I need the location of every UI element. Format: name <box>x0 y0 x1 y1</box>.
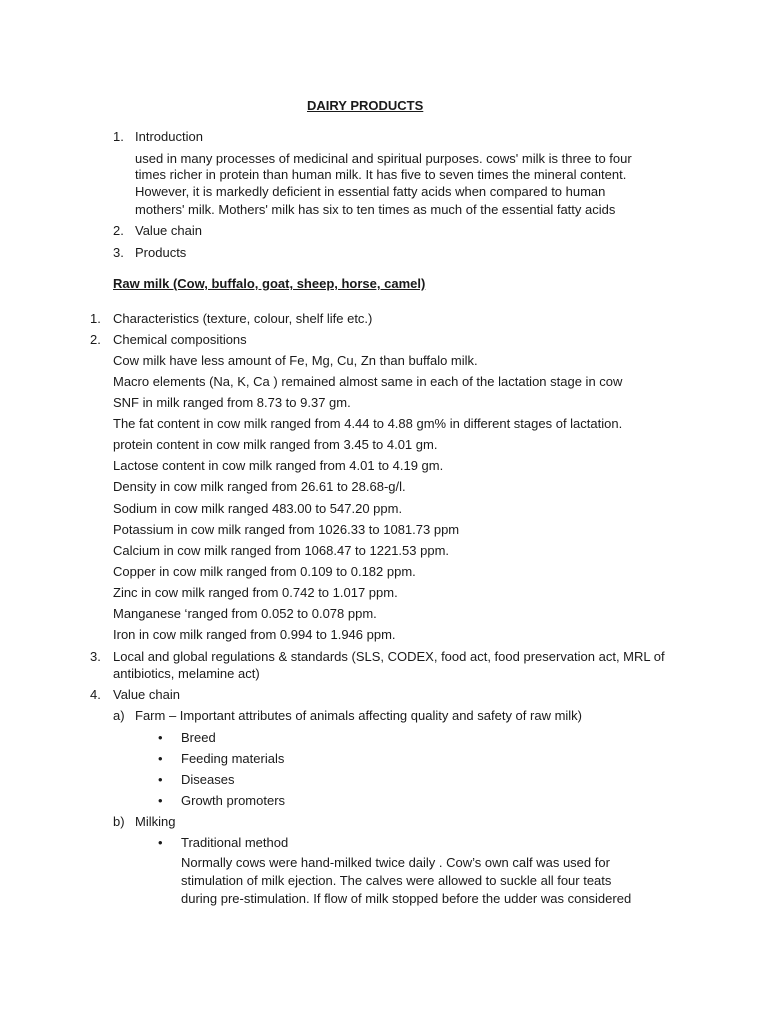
list-number: 1. <box>113 129 124 144</box>
bullet: • <box>158 730 163 745</box>
bullet-feeding-materials: Feeding materials <box>181 751 285 766</box>
intro-paragraph-line: times richer in protein than human milk. It has five to seven times the mineral content. <box>135 167 627 182</box>
document-title: DAIRY PRODUCTS <box>307 98 424 113</box>
sub-item-milking: Milking <box>135 814 176 829</box>
list-item-characteristics: Characteristics (texture, colour, shelf life etc.) <box>113 311 373 326</box>
list-number: 1. <box>90 311 101 326</box>
composition-line: Macro elements (Na, K, Ca ) remained almost same in each of the lactation stage in cow <box>113 374 623 389</box>
list-item-regulations-cont: antibiotics, melamine act) <box>113 666 260 681</box>
bullet: • <box>158 793 163 808</box>
composition-line: Density in cow milk ranged from 26.61 to 28.68-g/l. <box>113 479 406 494</box>
bullet-traditional-method: Traditional method <box>181 835 289 850</box>
list-number: 4. <box>90 687 101 702</box>
sub-list-letter: b) <box>113 814 125 829</box>
bullet: • <box>158 835 163 850</box>
traditional-text-line: during pre-stimulation. If flow of milk stopped before the udder was considered <box>181 891 632 906</box>
bullet-breed: Breed <box>181 730 216 745</box>
list-item-regulations: Local and global regulations & standards (SLS, CODEX, food act, food preservation act, MRL of <box>113 649 665 664</box>
composition-line: Zinc in cow milk ranged from 0.742 to 1.017 ppm. <box>113 585 398 600</box>
composition-line: Copper in cow milk ranged from 0.109 to 0.182 ppm. <box>113 564 416 579</box>
composition-line: Calcium in cow milk ranged from 1068.47 to 1221.53 ppm. <box>113 543 450 558</box>
traditional-text-line: stimulation of milk ejection. The calves were allowed to suckle all four teats <box>181 873 612 888</box>
bullet: • <box>158 772 163 787</box>
composition-line: Potassium in cow milk ranged from 1026.33 to 1081.73 ppm <box>113 522 460 537</box>
composition-line: The fat content in cow milk ranged from 4.44 to 4.88 gm% in different stages of lactation. <box>113 416 623 431</box>
intro-paragraph-line: mothers' milk. Mothers' milk has six to ten times as much of the essential fatty acids <box>135 202 616 217</box>
composition-line: Lactose content in cow milk ranged from 4.01 to 4.19 gm. <box>113 458 444 473</box>
composition-line: Iron in cow milk ranged from 0.994 to 1.946 ppm. <box>113 627 396 642</box>
list-item-value-chain: Value chain <box>135 223 202 238</box>
composition-line: Cow milk have less amount of Fe, Mg, Cu, Zn than buffalo milk. <box>113 353 478 368</box>
bullet-growth-promoters: Growth promoters <box>181 793 286 808</box>
composition-line: SNF in milk ranged from 8.73 to 9.37 gm. <box>113 395 351 410</box>
intro-paragraph-line: used in many processes of medicinal and spiritual purposes. cows' milk is three to four <box>135 151 632 166</box>
traditional-text-line: Normally cows were hand-milked twice daily . Cow’s own calf was used for <box>181 855 610 870</box>
list-number: 3. <box>113 245 124 260</box>
composition-line: Manganese ‘ranged from 0.052 to 0.078 ppm. <box>113 606 377 621</box>
list-number: 2. <box>113 223 124 238</box>
list-item-chemical-compositions: Chemical compositions <box>113 332 247 347</box>
bullet-diseases: Diseases <box>181 772 235 787</box>
list-item-value-chain-main: Value chain <box>113 687 180 702</box>
list-item-products: Products <box>135 245 187 260</box>
list-item-introduction: Introduction <box>135 129 203 144</box>
list-number: 3. <box>90 649 101 664</box>
bullet: • <box>158 751 163 766</box>
composition-line: Sodium in cow milk ranged 483.00 to 547.20 ppm. <box>113 501 403 516</box>
composition-line: protein content in cow milk ranged from 3.45 to 4.01 gm. <box>113 437 438 452</box>
list-number: 2. <box>90 332 101 347</box>
sub-item-farm: Farm – Important attributes of animals affecting quality and safety of raw milk) <box>135 708 583 723</box>
raw-milk-heading: Raw milk (Cow, buffalo, goat, sheep, horse, camel) <box>113 276 426 291</box>
sub-list-letter: a) <box>113 708 125 723</box>
intro-paragraph-line: However, it is markedly deficient in essential fatty acids when compared to human <box>135 184 606 199</box>
